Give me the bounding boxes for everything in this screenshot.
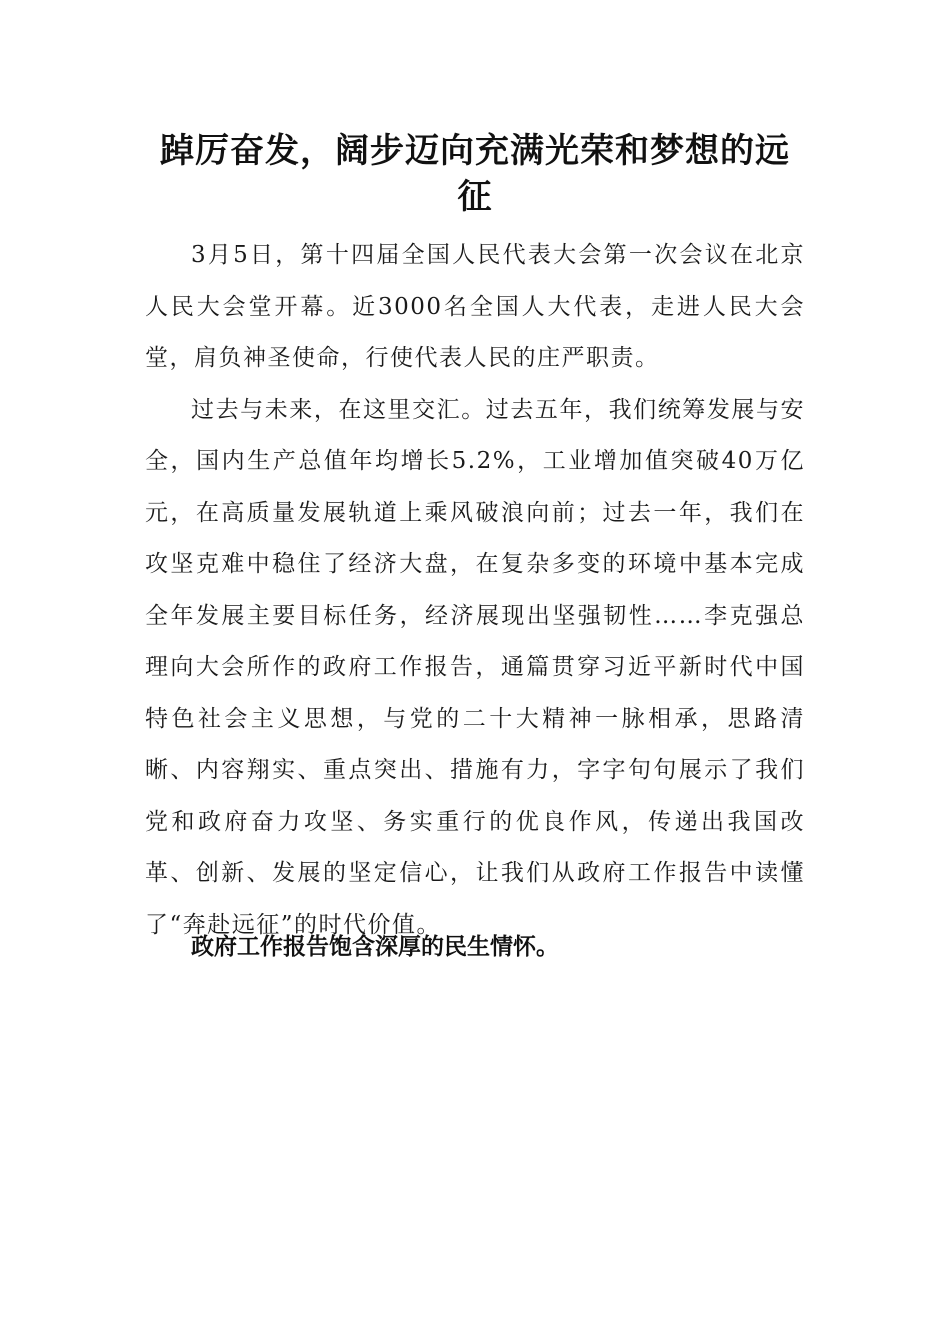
section-subheading: 政府工作报告饱含深厚的民生情怀。 [191,934,559,960]
paragraph-2: 过去与未来，在这里交汇。过去五年，我们统筹发展与安全，国内生产总值年均增长5.2%，工业增加值突破40万亿元，在高质量发展轨道上乘风破浪向前；过去一年，我们在攻坚克难中稳住了经济大盘，在复杂多变的环境中基本完成全年发展主要目标任务，经济展现出坚强韧性……李克强总理向大会所作的政府工作报告，通篇贯穿习近平新时代中国特色社会主义思想，与党的二十大精神一脉相承，思路清晰、内容翔实、重点突出、措施有力，字字句句展示了我们党和政府奋力攻坚、务实重行的优良作风，传递出我国改革、创新、发展的坚定信心，让我们从政府工作报告中读懂了“奔赴远征”的时代价值。 [145,396,805,938]
paragraph-1: 3月5日，第十四届全国人民代表大会第一次会议在北京人民大会堂开幕。近3000名全国人大代表，走进人民大会堂，肩负神圣使命，行使代表人民的庄严职责。 [145,242,805,371]
document-title: 踔厉奋发，阔步迈向充满光荣和梦想的远征 [160,131,790,217]
document-body [145,230,805,951]
